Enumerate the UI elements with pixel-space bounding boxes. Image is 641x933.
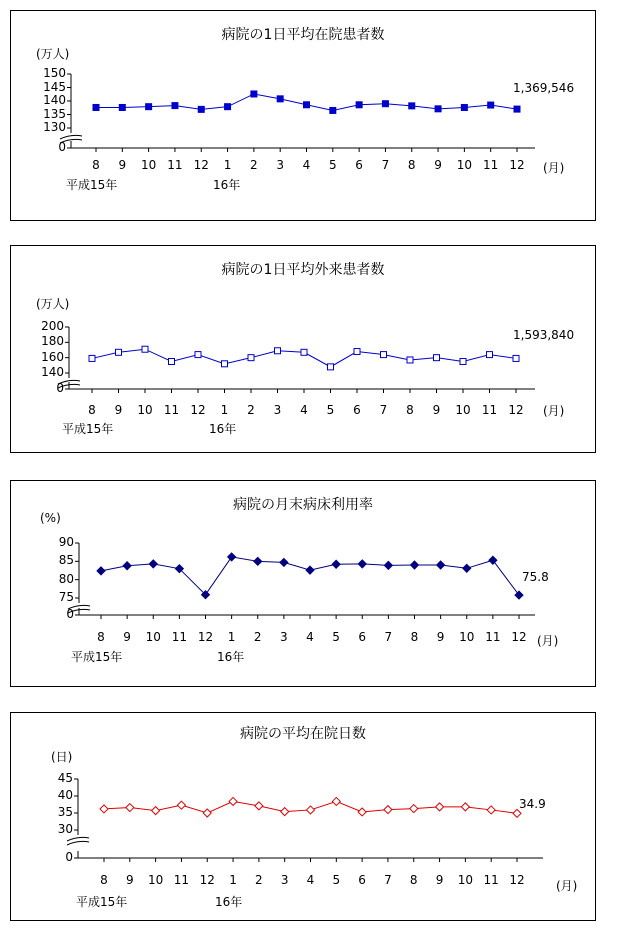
y-tick-label: 135 [43,106,66,121]
x-tick-label: 1 [229,873,237,887]
data-point [437,561,445,569]
x-tick-label: 11 [485,630,501,644]
x-tick-label: 9 [435,873,444,887]
data-point [381,352,387,358]
year-label-mid: 16年 [217,650,245,664]
data-point [515,591,523,599]
data-point [126,804,134,812]
y-axis-unit: (万人) [36,297,70,311]
y-tick-label: 200 [41,319,64,333]
data-point [358,808,366,816]
x-tick-label: 10 [137,403,153,417]
data-point [487,352,493,358]
month-unit-label: (月) [543,404,565,418]
data-point [89,355,95,361]
x-tick-label: 10 [147,873,164,887]
year-label-mid: 16年 [213,178,241,192]
x-tick-label: 11 [481,403,498,417]
y-tick-label: 140 [41,365,64,379]
x-tick-label: 4 [300,403,308,417]
y-axis-unit: (日) [51,750,73,764]
x-tick-label: 12 [509,158,525,172]
x-tick-label: 10 [457,873,474,887]
x-tick-label: 9 [432,403,441,417]
data-point [142,346,148,352]
data-point [382,101,388,107]
x-tick-label: 2 [247,403,255,417]
chart-title: 病院の1日平均外来患者数 [221,262,385,278]
data-point [97,567,105,575]
data-point [254,557,262,565]
data-point [487,806,495,814]
data-point [461,803,469,811]
x-tick-label: 5 [332,873,341,887]
y-tick-label: 150 [43,66,66,80]
year-label-start: 平成15年 [71,650,123,664]
x-tick-label: 12 [197,630,214,644]
y-tick-label: 0 [58,140,66,154]
data-point [116,349,122,355]
x-tick-label: 12 [190,403,206,417]
x-tick-label: 11 [163,403,180,417]
x-tick-label: 7 [384,873,392,887]
y-tick-label: 85 [58,553,74,568]
y-tick-label: 80 [58,571,74,586]
data-point [100,805,108,813]
data-point [195,352,201,358]
y-axis-unit: (万人) [36,47,70,61]
chart-panel-outpatients [10,245,596,453]
y-tick-label: 145 [43,79,66,94]
year-label-start: 平成15年 [66,178,118,192]
data-point [436,803,444,811]
last-value-label: 34.9 [519,797,546,811]
y-tick-label: 90 [58,535,74,549]
month-unit-label: (月) [556,879,578,893]
data-point [146,104,152,110]
x-tick-label: 10 [140,158,157,172]
axis-break-mark [67,837,89,845]
data-point [307,806,315,814]
y-axis-unit: (%) [40,511,61,525]
x-tick-label: 12 [508,403,524,417]
x-tick-label: 8 [407,158,416,172]
data-point [93,104,99,110]
plot-area [11,713,597,922]
data-point [119,104,125,110]
data-point [330,107,336,113]
data-point [410,805,418,813]
x-tick-label: 9 [436,630,445,644]
x-tick-label: 8 [410,630,419,644]
x-tick-label: 10 [145,630,161,644]
data-point [304,102,310,108]
x-tick-label: 12 [193,158,209,172]
data-point [358,560,366,568]
data-point [255,802,263,810]
x-tick-label: 2 [255,873,263,887]
data-point [306,566,314,574]
last-value-label: 1,593,840 [513,328,575,342]
data-point [277,96,283,102]
y-tick-label: 160 [41,349,64,364]
x-tick-label: 6 [355,158,363,172]
data-point [229,797,237,805]
data-point [152,807,160,815]
y-tick-label: 140 [43,93,66,107]
x-tick-label: 11 [173,873,190,887]
x-tick-label: 7 [379,403,388,417]
x-tick-label: 8 [97,630,105,644]
chart-title: 病院の1日平均在院患者数 [221,27,385,43]
x-tick-label: 2 [253,630,262,644]
year-label-start: 平成15年 [76,895,128,909]
data-point [203,809,211,817]
x-tick-label: 11 [483,158,499,172]
data-point [248,355,254,361]
y-tick-label: 0 [65,850,73,864]
data-point [280,558,288,566]
x-tick-label: 3 [280,873,289,887]
y-tick-label: 45 [57,771,73,785]
data-point [251,91,257,97]
data-point [222,361,228,367]
y-tick-label: 30 [57,822,73,836]
x-tick-label: 9 [123,630,131,644]
data-point [434,355,440,361]
data-point [328,364,334,370]
year-label-start: 平成15年 [62,422,114,436]
y-tick-label: 180 [41,334,64,349]
x-tick-label: 11 [167,158,183,172]
data-point [228,553,236,561]
x-tick-label: 12 [199,873,215,887]
month-unit-label: (月) [543,161,565,175]
x-tick-label: 9 [125,873,134,887]
data-point [460,359,466,365]
chart-title: 病院の平均在院日数 [240,726,366,742]
x-tick-label: 1 [220,403,229,417]
data-point [354,349,360,355]
chart-panel-inpatients [10,10,596,221]
data-point [332,560,340,568]
x-tick-label: 8 [406,403,414,417]
y-tick-label: 130 [43,120,66,134]
data-point [409,103,415,109]
x-tick-label: 4 [302,158,311,172]
year-label-mid: 16年 [209,422,237,436]
y-tick-label: 40 [57,788,73,802]
x-tick-label: 8 [92,158,100,172]
data-point [489,556,497,564]
chart-title: 病院の月末病床利用率 [233,497,373,513]
data-point [172,103,178,109]
data-point [301,349,307,355]
data-point [149,560,157,568]
year-label-mid: 16年 [215,895,243,909]
data-point [275,348,281,354]
x-tick-label: 5 [328,158,337,172]
x-tick-label: 8 [88,403,96,417]
data-point [225,104,231,110]
x-tick-label: 7 [384,630,393,644]
data-point [123,562,131,570]
x-tick-label: 6 [358,873,366,887]
x-tick-label: 8 [409,873,418,887]
y-tick-label: 0 [66,607,74,621]
data-point [281,808,289,816]
x-tick-label: 2 [250,158,258,172]
last-value-label: 1,369,546 [513,81,575,95]
x-tick-label: 8 [100,873,108,887]
x-tick-label: 9 [114,403,123,417]
series-line [101,557,519,595]
x-tick-label: 6 [353,403,361,417]
x-tick-label: 1 [227,630,236,644]
x-tick-label: 10 [455,403,471,417]
data-point [407,357,413,363]
x-tick-label: 7 [381,158,390,172]
x-tick-label: 5 [326,403,335,417]
chart-panel-bed-occupancy [10,480,596,687]
month-unit-label: (月) [537,634,559,648]
x-tick-label: 9 [434,158,442,172]
x-tick-label: 11 [483,873,499,887]
data-point [198,106,204,112]
chart-panel-avg-stay [10,712,596,921]
data-point [463,564,471,572]
last-value-label: 75.8 [522,570,549,584]
x-tick-label: 3 [276,158,284,172]
y-tick-label: 35 [57,805,73,819]
y-tick-label: 75 [58,590,74,604]
data-point [177,801,185,809]
x-tick-label: 12 [509,873,525,887]
data-point [411,561,419,569]
data-point [488,102,494,108]
x-tick-label: 4 [306,630,314,644]
x-tick-label: 6 [358,630,367,644]
x-tick-label: 3 [273,403,282,417]
data-point [332,797,340,805]
x-tick-label: 9 [118,158,127,172]
data-point [514,106,520,112]
data-point [384,806,392,814]
x-tick-label: 10 [456,158,473,172]
x-tick-label: 12 [511,630,527,644]
data-point [435,106,441,112]
x-tick-label: 1 [223,158,232,172]
y-tick-label: 0 [56,381,64,395]
x-tick-label: 5 [332,630,340,644]
data-point [513,355,519,361]
x-tick-label: 10 [459,630,475,644]
data-point [356,102,362,108]
data-point [169,359,175,365]
data-point [384,561,392,569]
data-point [461,104,467,110]
x-tick-label: 4 [306,873,315,887]
x-tick-label: 11 [171,630,188,644]
x-tick-label: 3 [280,630,288,644]
